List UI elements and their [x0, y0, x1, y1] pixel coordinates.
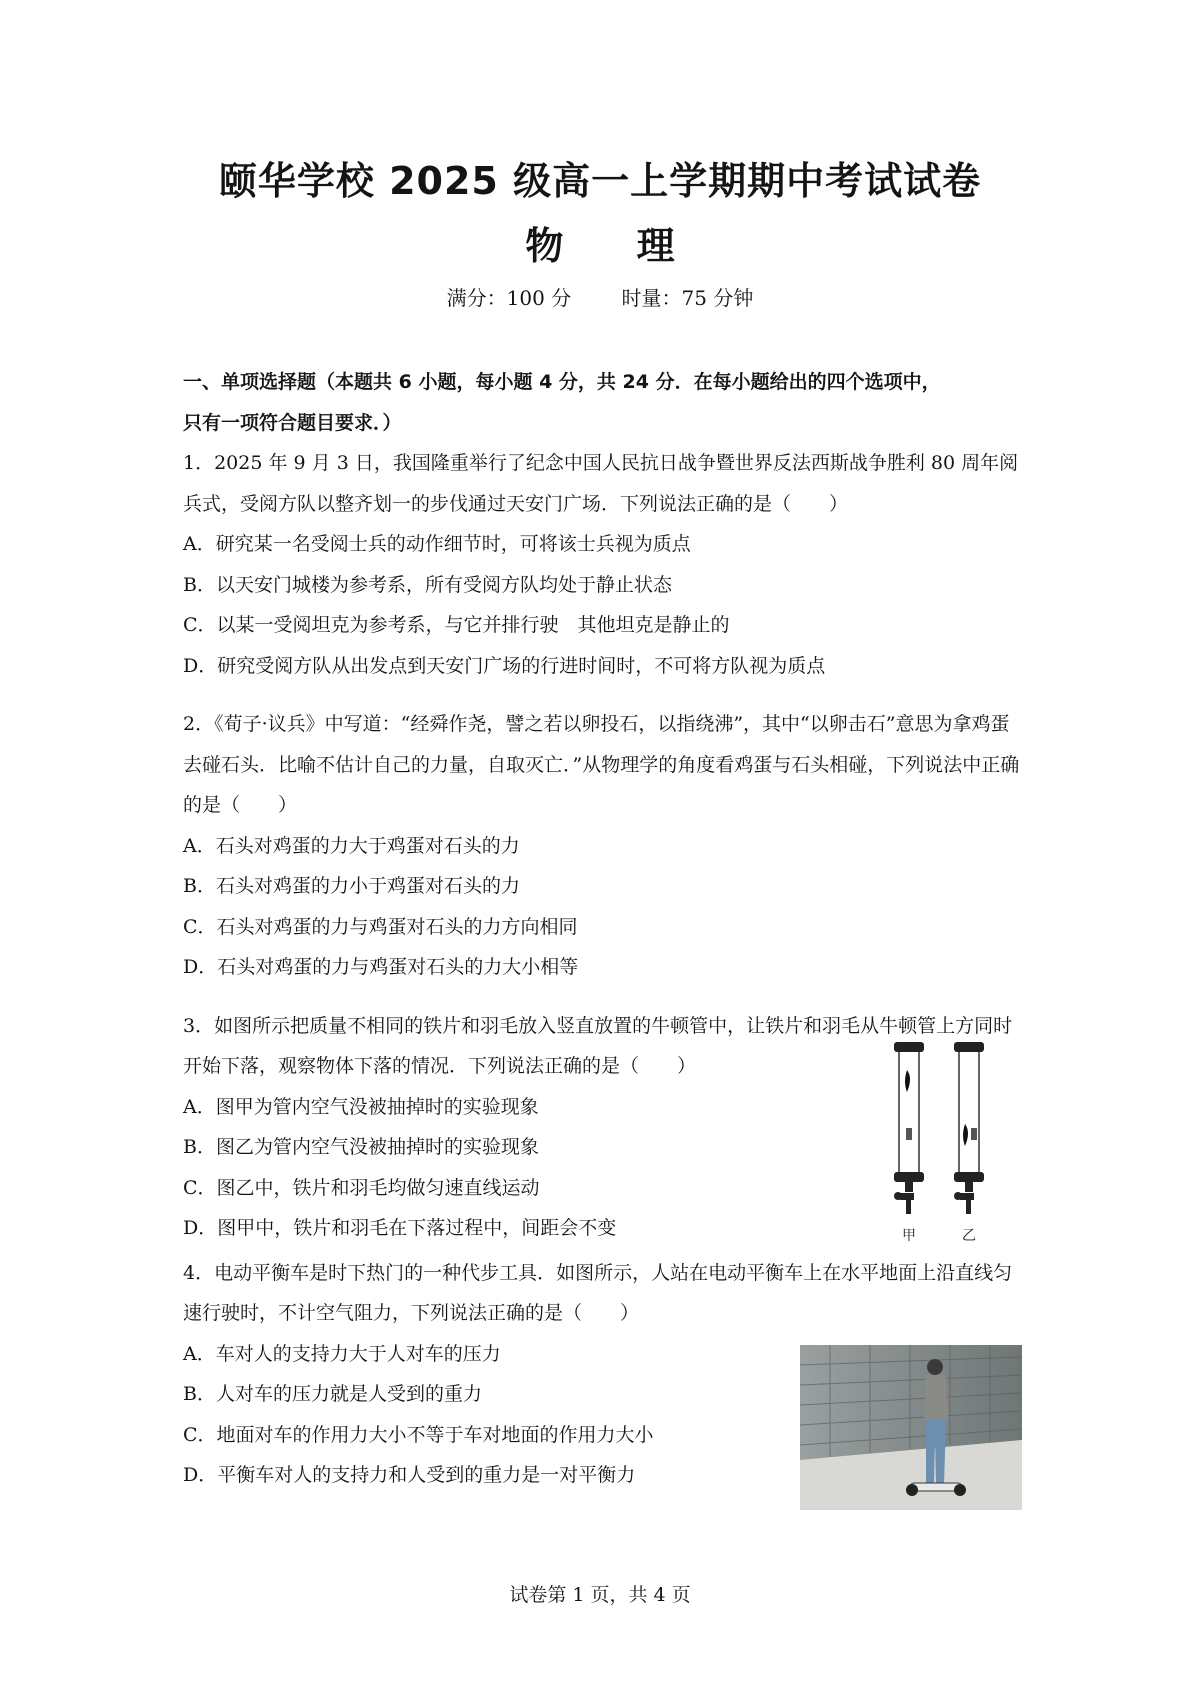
person-shirt-icon	[924, 1375, 948, 1420]
option-a: A．车对人的支持力大于人对车的压力	[183, 1342, 501, 1365]
option-b: B．以天安门城楼为参考系，所有受阅方队均处于静止状态	[183, 573, 672, 596]
exam-content	[183, 362, 1028, 1496]
exam-meta	[0, 282, 1200, 311]
exam-title: 颐华学校 2025 级高一上学期期中考试试卷	[218, 159, 982, 203]
balance-car-photo	[800, 1345, 1022, 1510]
iron-piece-icon	[906, 1128, 912, 1140]
option-c: C．以某一受阅坦克为参考系，与它并排行驶 其他坦克是静止的	[183, 614, 730, 636]
section-heading-line2: 只有一项符合题目要求．）	[183, 411, 402, 434]
option-d: D．平衡车对人的支持力和人受到的重力是一对平衡力	[183, 1464, 636, 1486]
subject-title: 物 理	[525, 224, 675, 268]
question-1	[183, 443, 1028, 686]
person-jeans-icon	[926, 1420, 946, 1485]
feather-icon	[963, 1124, 968, 1146]
label-jia: 甲	[902, 1228, 916, 1244]
question-stem: 2．《荀子·议兵》中写道：“经舜作尧，譬之若以卵投石，以指绕沸”，其中“以卵击石”意思为拿鸡蛋去碰石头．比喻不估计自己的力量，自取灭亡．”从物理学的角度看鸡蛋与石头相碰，下列说法中正确的是（ ）	[183, 713, 1020, 816]
newton-tube-drawing	[890, 1040, 1020, 1250]
duration: 时量：75 分钟	[621, 286, 754, 310]
option-a: A．图甲为管内空气没被抽掉时的实验现象	[183, 1095, 539, 1118]
iron-piece-icon	[971, 1128, 977, 1140]
option-c: C．地面对车的作用力大小不等于车对地面的作用力大小	[183, 1423, 654, 1446]
section-heading	[183, 362, 1028, 443]
page-footer: 试卷第 1 页，共 4 页	[509, 1584, 691, 1606]
feather-icon	[905, 1070, 910, 1092]
question-stem: 4．电动平衡车是时下热门的一种代步工具．如图所示，人站在电动平衡车上在水平地面上沿直线匀速行驶时，不计空气阻力，下列说法正确的是（ ）	[183, 1261, 1013, 1324]
tube-yi	[954, 1042, 984, 1214]
question-stem: 1．2025 年 9 月 3 日，我国隆重举行了纪念中国人民抗日战争暨世界反法西斯战争胜利 80 周年阅兵式，受阅方队以整齐划一的步伐通过天安门广场．下列说法正确的是（ ）	[183, 452, 1019, 515]
option-c: C．图乙中，铁片和羽毛均做匀速直线运动	[183, 1176, 540, 1199]
person-head-icon	[927, 1359, 943, 1375]
option-d: D．研究受阅方队从出发点到天安门广场的行进时间时，不可将方队视为质点	[183, 654, 826, 677]
balance-car-image	[800, 1345, 1022, 1510]
option-c: C．石头对鸡蛋的力与鸡蛋对石头的力方向相同	[183, 915, 578, 938]
option-d: D．图甲中，铁片和羽毛在下落过程中，间距会不变	[183, 1217, 617, 1239]
option-b: B．石头对鸡蛋的力小于鸡蛋对石头的力	[183, 875, 520, 897]
tube-jia	[894, 1042, 924, 1214]
option-d: D．石头对鸡蛋的力与鸡蛋对石头的力大小相等	[183, 956, 579, 978]
option-b: B．人对车的压力就是人受到的重力	[183, 1383, 482, 1405]
option-a: A．研究某一名受阅士兵的动作细节时，可将该士兵视为质点	[183, 533, 691, 555]
newton-tube-figure	[890, 1040, 1020, 1250]
option-a: A．石头对鸡蛋的力大于鸡蛋对石头的力	[183, 834, 520, 857]
question-2	[183, 704, 1028, 988]
section-heading-line1: 一、单项选择题（本题共 6 小题，每小题 4 分，共 24 分．在每小题给出的四个选项中，	[183, 371, 941, 393]
question-stem: 3．如图所示把质量不相同的铁片和羽毛放入竖直放置的牛顿管中，让铁片和羽毛从牛顿管上方同时开始下落，观察物体下落的情况．下列说法正确的是（ ）	[183, 1014, 1013, 1077]
label-yi: 乙	[962, 1228, 976, 1244]
option-b: B．图乙为管内空气没被抽掉时的实验现象	[183, 1136, 539, 1158]
full-score: 满分：100 分	[446, 286, 572, 310]
